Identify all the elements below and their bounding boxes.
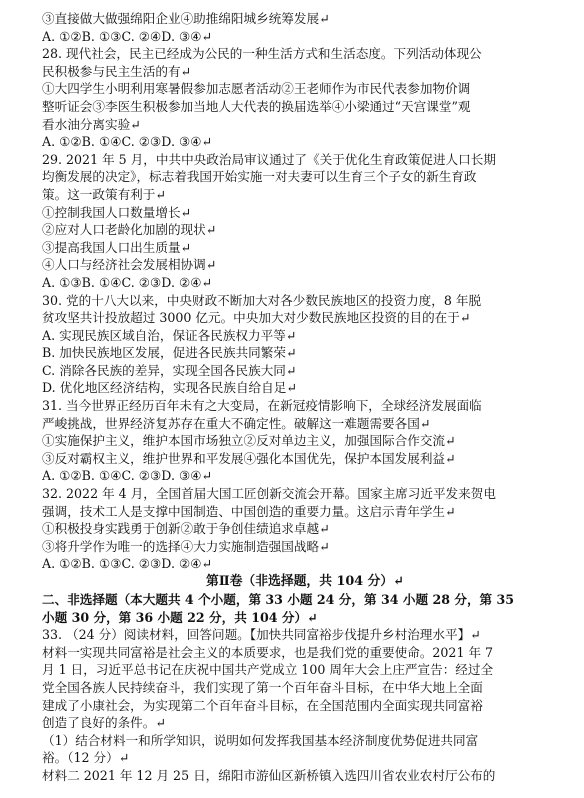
text-line: A. ①②B. ①③C. ②③D. ②④↵ bbox=[42, 556, 213, 572]
text-line: 月 1 日，习近平总书记在庆祝中国共产党成立 100 周年大会上庄严宣告：经过全 bbox=[42, 662, 494, 678]
text-line: 均衡发展的决定》，标志着我国开始实施一对夫妻可以生育三个子女的新生育政 bbox=[42, 169, 477, 185]
text-line: A. ①③B. ①④C. ②③D. ②④↵ bbox=[42, 274, 213, 290]
text-line: 28. 现代社会，民主已经成为公民的一种生活方式和生活态度。下列活动体现公 bbox=[42, 46, 482, 62]
text-line: 看水油分离实验↵ bbox=[42, 116, 141, 132]
text-line: 裕。（12 分）↵ bbox=[42, 750, 130, 766]
text-line: 建成了小康社会，为实现第二个百年奋斗目标，在全国范围内全面实现共同富裕 bbox=[42, 697, 483, 713]
text-line: （1）结合材料一和所学知识，说明如何发挥我国基本经济制度优势促进共同富 bbox=[42, 732, 479, 748]
text-line: C. 消除各民族的差异，实现全国各民族大同↵ bbox=[42, 362, 297, 378]
text-line: 创造了良好的条件。↵ bbox=[42, 715, 166, 731]
text-line: A. ①②B. ①③C. ②④D. ③④↵ bbox=[42, 28, 213, 44]
text-line: 党全国各族人民持续奋斗，我们实现了第一个百年奋斗目标，在中华大地上全面 bbox=[42, 679, 483, 695]
text-line: 29. 2021 年 5 月，中共中央政治局审议通过了《关于优化生育政策促进人口长期 bbox=[42, 151, 496, 167]
text-line: 33. （24 分）阅读材料，回答问题。【加快共同富裕步伐提升乡村治理水平】↵ bbox=[42, 627, 481, 643]
text-line: A. ①②B. ①④C. ②③D. ③④↵ bbox=[42, 134, 213, 150]
text-line: 强调，技术工人是支撑中国制造、中国创造的重要力量。这启示青年学生↵ bbox=[42, 503, 456, 519]
text-line: ④人口与经济社会发展相协调↵ bbox=[42, 257, 217, 273]
text-line: ③将升学作为唯一的选择④大力实施制造强国战略↵ bbox=[42, 538, 330, 554]
text-line: 32. 2022 年 4 月，全国首届大国工匠创新交流会开幕。国家主席习近平发来贺电 bbox=[42, 486, 496, 502]
text-line: 30. 党的十八大以来，中央财政不断加大对各少数民族地区的投资力度，8 年脱 bbox=[42, 292, 482, 308]
text-line: 小题 30 分，第 36 小题 22 分，共 104 分）↵ bbox=[42, 609, 318, 625]
text-line: 材料二 2021 年 12 月 25 日，绵阳市游仙区新桥镇入选四川省农业农村厅公布的 bbox=[42, 767, 496, 783]
text-line: ②应对人口老龄化加剧的现状↵ bbox=[42, 222, 217, 238]
text-line: B. 加快民族地区发展，促进各民族共同繁荣↵ bbox=[42, 345, 297, 361]
text-line: ①实施保护主义，维护本国市场独立②反对单边主义，加强国际合作交流↵ bbox=[42, 433, 456, 449]
text-line: 31. 当今世界正经历百年未有之大变局，在新冠疫情影响下，全球经济发展面临 bbox=[42, 398, 482, 414]
text-line: 二、非选择题（本大题共 4 个小题，第 33 小题 24 分，第 34 小题 28 分，第 35 bbox=[42, 592, 515, 607]
text-line: D. 优化地区经济结构，实现各民族自给自足↵ bbox=[42, 380, 297, 396]
text-line: ①控制我国人口数量增长↵ bbox=[42, 204, 192, 220]
text-line: 整听证会③李医生积极参加当地人大代表的换届选举④小梁通过“天宫课堂”观 bbox=[42, 98, 471, 114]
text-line: ③反对霸权主义，维护世界和平发展④强化本国优先，保护本国发展利益↵ bbox=[42, 450, 456, 466]
text-line: A. 实现民族区域自治，保证各民族权力平等↵ bbox=[42, 327, 297, 343]
text-line: ①积极投身实践勇于创新②敢于争创佳绩追求卓越↵ bbox=[42, 521, 330, 537]
text-line: 民积极参与民主生活的有↵ bbox=[42, 63, 192, 79]
text-line: ①大四学生小明利用寒暑假参加志愿者活动②王老师作为市民代表参加物价调 bbox=[42, 81, 471, 97]
text-line: 严峻挑战，世界经济复苏存在重大不确定性。破解这一难题需要各国↵ bbox=[42, 415, 431, 431]
text-line: 贫攻坚共计投放超过 3000 亿元。中央加大对少数民族地区投资的目的在于↵ bbox=[42, 310, 471, 326]
text-line: 材料一实现共同富裕是社会主义的本质要求，也是我们党的重要使命。2021 年 7 bbox=[42, 644, 494, 660]
text-line: 策。这一政策有利于↵ bbox=[42, 186, 166, 202]
text-line: A. ①②B. ①④C. ②③D. ③④↵ bbox=[42, 468, 213, 484]
text-line: ③提高我国人口出生质量↵ bbox=[42, 239, 192, 255]
text-line: ③直接做大做强绵阳企业④助推绵阳城乡统筹发展↵ bbox=[42, 11, 330, 26]
section-title: 第Ⅱ卷（非选择题，共 104 分）↵ bbox=[206, 574, 404, 589]
